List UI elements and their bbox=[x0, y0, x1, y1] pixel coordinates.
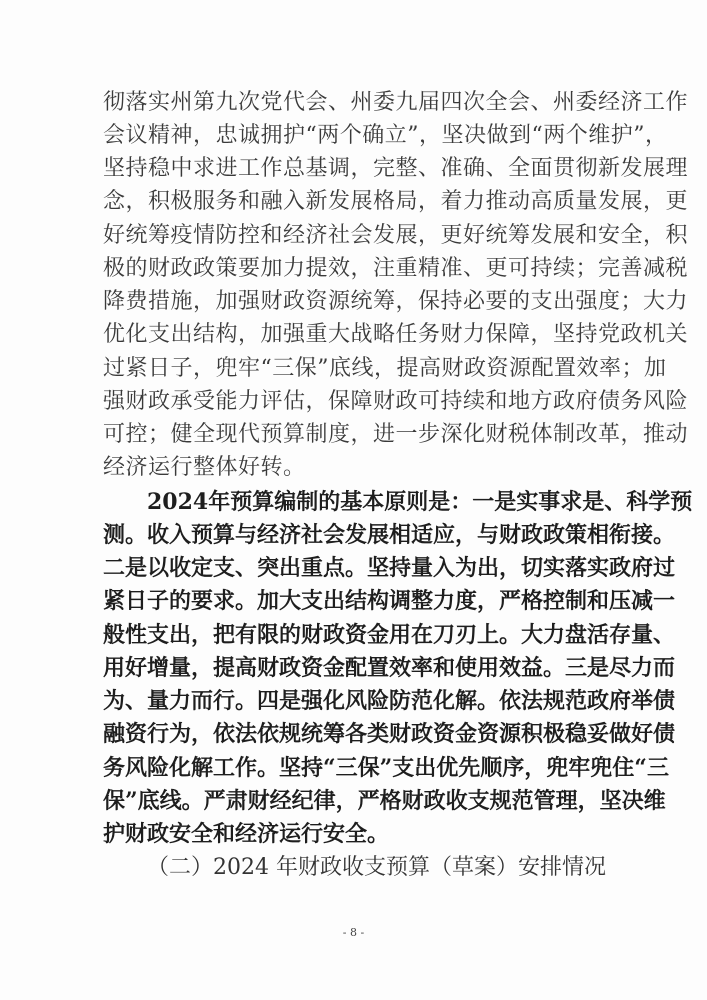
text-line: 般性支出，把有限的财政资金用在刀刃上。大力盘活存量、 bbox=[103, 622, 676, 648]
text-line: 好统筹疫情防控和经济社会发展，更好统筹发展和安全，积 bbox=[103, 223, 689, 248]
text-line: 二是以收定支、突出重点。坚持量入为出，切实落实政府过 bbox=[103, 555, 676, 581]
text-line: 2024年预算编制的基本原则是：一是实事求是、科学预 bbox=[147, 489, 693, 515]
text-line: 为、量力而行。四是强化风险防范化解。依法规范政府举债 bbox=[103, 688, 676, 714]
text-line: 优化支出结构，加强重大战略任务财力保障，坚持党政机关 bbox=[103, 322, 689, 347]
text-line: 降费措施，加强财政资源统筹，保持必要的支出强度；大力 bbox=[103, 289, 689, 314]
text-line: 念，积极服务和融入新发展格局，着力推动高质量发展，更 bbox=[103, 189, 689, 214]
text-line: 可控；健全现代预算制度，进一步深化财税体制改革，推动 bbox=[103, 422, 689, 447]
section-heading: （二）2024 年财政收支预算（草案）安排情况 bbox=[147, 855, 606, 880]
text-line: 强财政承受能力评估，保障财政可持续和地方政府债务风险 bbox=[103, 389, 689, 414]
text-line: 护财政安全和经济运行安全。 bbox=[103, 821, 390, 847]
text-line: 彻落实州第九次党代会、州委九届四次全会、州委经济工作 bbox=[103, 90, 689, 115]
text-line: 经济运行整体好转。 bbox=[103, 455, 306, 480]
text-line: 融资行为，依法依规统筹各类财政资金资源积极稳妥做好债 bbox=[103, 721, 676, 747]
text-line: 务风险化解工作。坚持“三保”支出优先顺序，兜牢兜住“三 bbox=[103, 755, 669, 781]
text-line: 坚持稳中求进工作总基调，完整、准确、全面贯彻新发展理 bbox=[103, 156, 689, 181]
page-number: - 8 - bbox=[342, 926, 365, 939]
text-line: 测。收入预算与经济社会发展相适应，与财政政策相衔接。 bbox=[103, 522, 676, 548]
text-line: 紧日子的要求。加大支出结构调整力度，严格控制和压减一 bbox=[103, 588, 676, 614]
text-line: 用好增量，提高财政资金配置效率和使用效益。三是尽力而 bbox=[103, 655, 676, 681]
text-line: 过紧日子，兜牢“三保”底线，提高财政资源配置效率；加 bbox=[103, 356, 667, 381]
text-line: 会议精神，忠诚拥护“两个确立”，坚决做到“两个维护”， bbox=[103, 123, 668, 148]
text-line: 保”底线。严肃财经纪律，严格财政收支规范管理，坚决维 bbox=[103, 788, 666, 814]
text-line: 极的财政政策要加力提效，注重精准、更可持续；完善减税 bbox=[103, 256, 689, 281]
